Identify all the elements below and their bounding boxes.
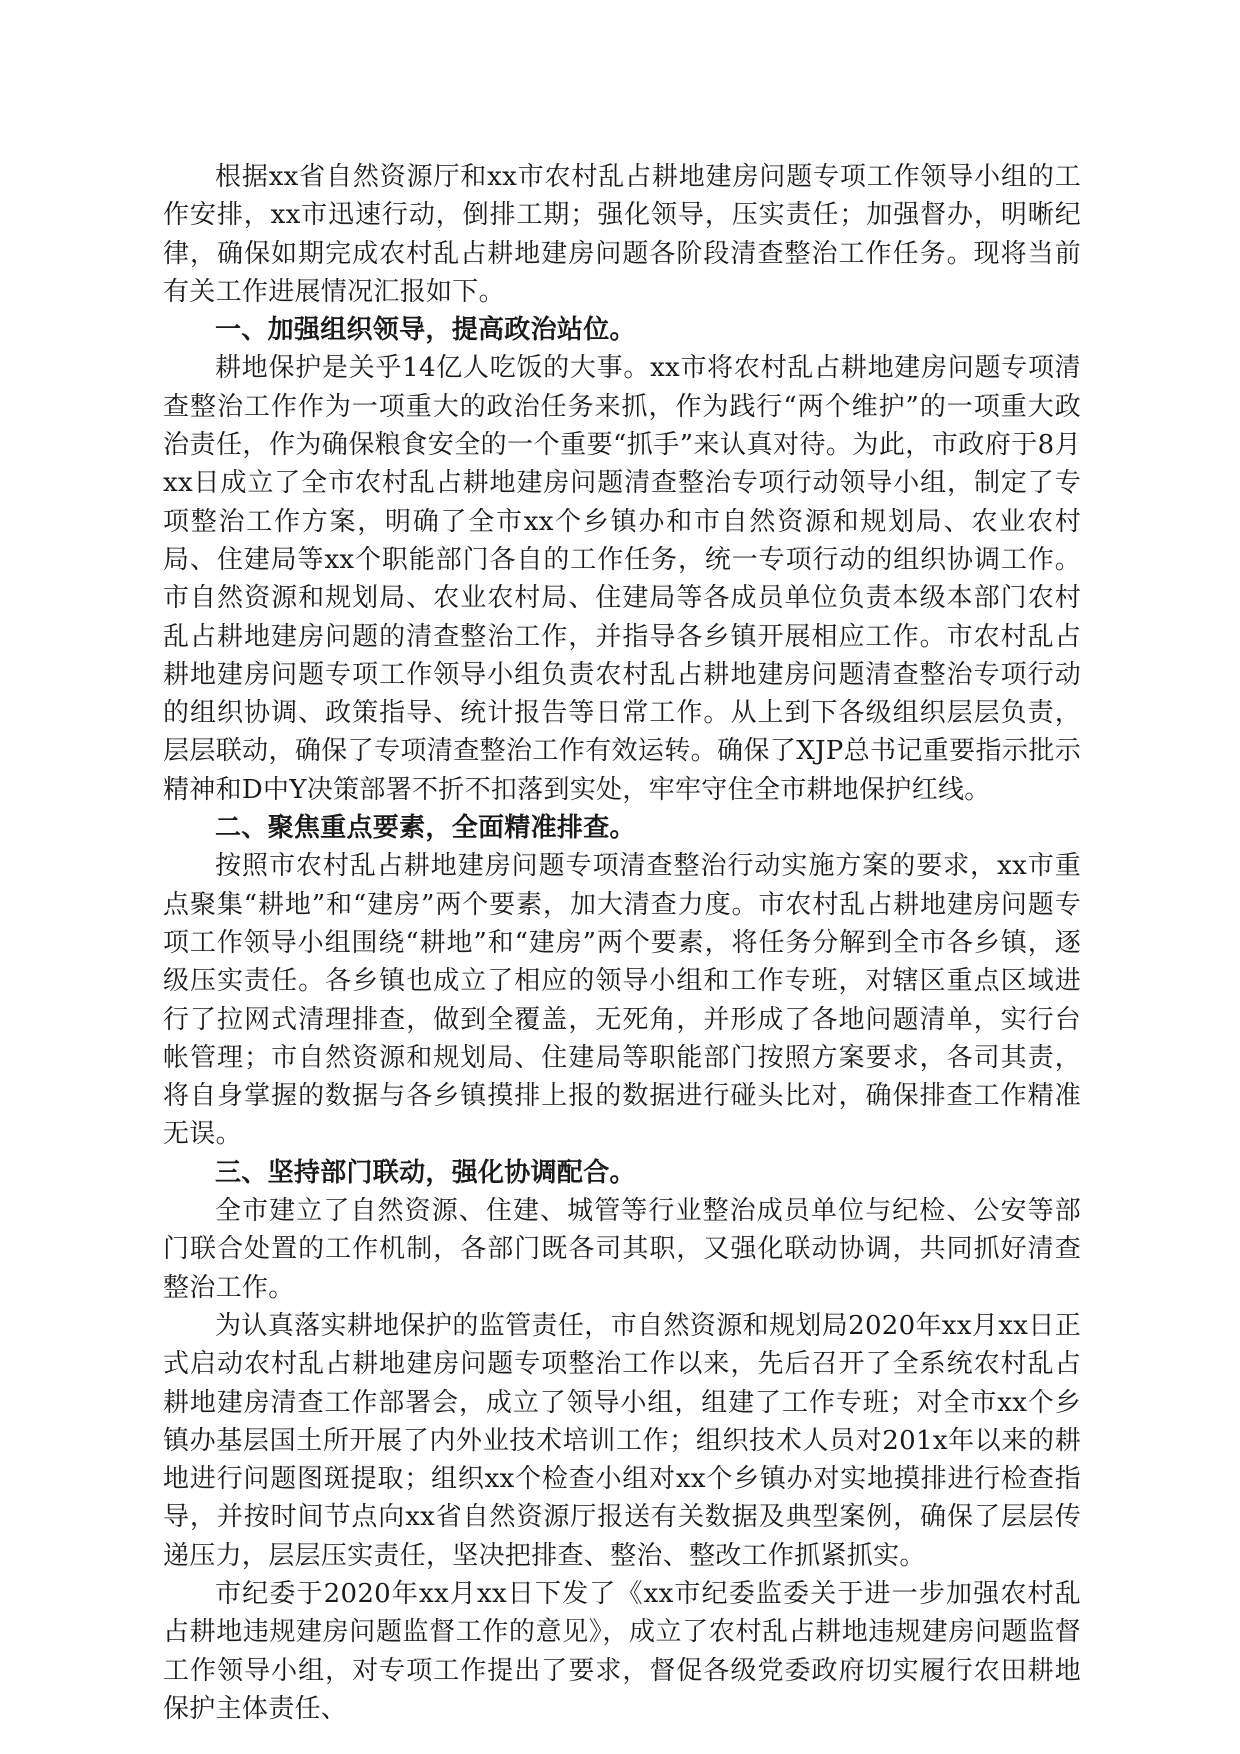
body-paragraph: 按照市农村乱占耕地建房问题专项清查整治行动实施方案的要求，xx市重点聚集“耕地”和“建房”两个要素，加大清查力度。市农村乱占耕地建房问题专项工作领导小组围绕“耕地”和“建房”两个要素，将任务分解到全市各乡镇，逐级压实责任。各乡镇也成立了相应的领导小组和工作专班，对辖区重点区域进行了拉网式清理排查，做到全覆盖，无死角，并形成了各地问题清单，实行台帐管理；市自然资源和规划局、住建局等职能部门按照方案要求，各司其责，将自身掌握的数据与各乡镇摸排上报的数据进行碰头比对，确保排查工作精准无误。 [163, 851, 1081, 1150]
document-page [163, 158, 1081, 1728]
section-heading-2: 二、聚焦重点要素，全面精准排查。 [215, 813, 636, 844]
body-paragraph: 全市建立了自然资源、住建、城管等行业整治成员单位与纪检、公安等部门联合处置的工作机制，各部门既各司其职，又强化联动协调，共同抓好清查整治工作。 [163, 1196, 1081, 1303]
section-heading-3: 三、坚持部门联动，强化协调配合。 [215, 1157, 636, 1188]
intro-paragraph: 根据xx省自然资源厅和xx市农村乱占耕地建房问题专项工作领导小组的工作安排，xx市迅速行动，倒排工期；强化领导，压实责任；加强督办，明晰纪律，确保如期完成农村乱占耕地建房问题各阶段清查整治工作任务。现将当前有关工作进展情况汇报如下。 [163, 162, 1081, 307]
body-paragraph: 市纪委于2020年xx月xx日下发了《xx市纪委监委关于进一步加强农村乱占耕地违规建房问题监督工作的意见》，成立了农村乱占耕地违规建房问题监督工作领导小组，对专项工作提出了要求，督促各级党委政府切实履行农田耕地保护主体责任、 [163, 1578, 1081, 1724]
body-paragraph: 耕地保护是关乎14亿人吃饭的大事。xx市将农村乱占耕地建房问题专项清查整治工作作为一项重大的政治任务来抓，作为践行“两个维护”的一项重大政治责任，作为确保粮食安全的一个重要“抓手”来认真对待。为此，市政府于8月xx日成立了全市农村乱占耕地建房问题清查整治专项行动领导小组，制定了专项整治工作方案，明确了全市xx个乡镇办和市自然资源和规划局、农业农村局、住建局等xx个职能部门各自的工作任务，统一专项行动的组织协调工作。市自然资源和规划局、农业农村局、住建局等各成员单位负责本级本部门农村乱占耕地建房问题的清查整治工作，并指导各乡镇开展相应工作。市农村乱占耕地建房问题专项工作领导小组负责农村乱占耕地建房问题清查整治专项行动的组织协调、政策指导、统计报告等日常工作。从上到下各级组织层层负责，层层联动，确保了专项清查整治工作有效运转。确保了XJP总书记重要指示批示精神和D中Y决策部署不折不扣落到实处，牢牢守住全市耕地保护红线。 [163, 353, 1081, 805]
body-paragraph: 为认真落实耕地保护的监管责任，市自然资源和规划局2020年xx月xx日正式启动农村乱占耕地建房问题专项整治工作以来，先后召开了全系统农村乱占耕地建房清查工作部署会，成立了领导小组，组建了工作专班；对全市xx个乡镇办基层国土所开展了内外业技术培训工作；组织技术人员对201x年以来的耕地进行问题图斑提取；组织xx个检查小组对xx个乡镇办对实地摸排进行检查指导，并按时间节点向xx省自然资源厅报送有关数据及典型案例，确保了层层传递压力，层层压实责任，坚决把排查、整治、整改工作抓紧抓实。 [163, 1310, 1081, 1571]
section-heading-1: 一、加强组织领导，提高政治站位。 [215, 315, 636, 346]
